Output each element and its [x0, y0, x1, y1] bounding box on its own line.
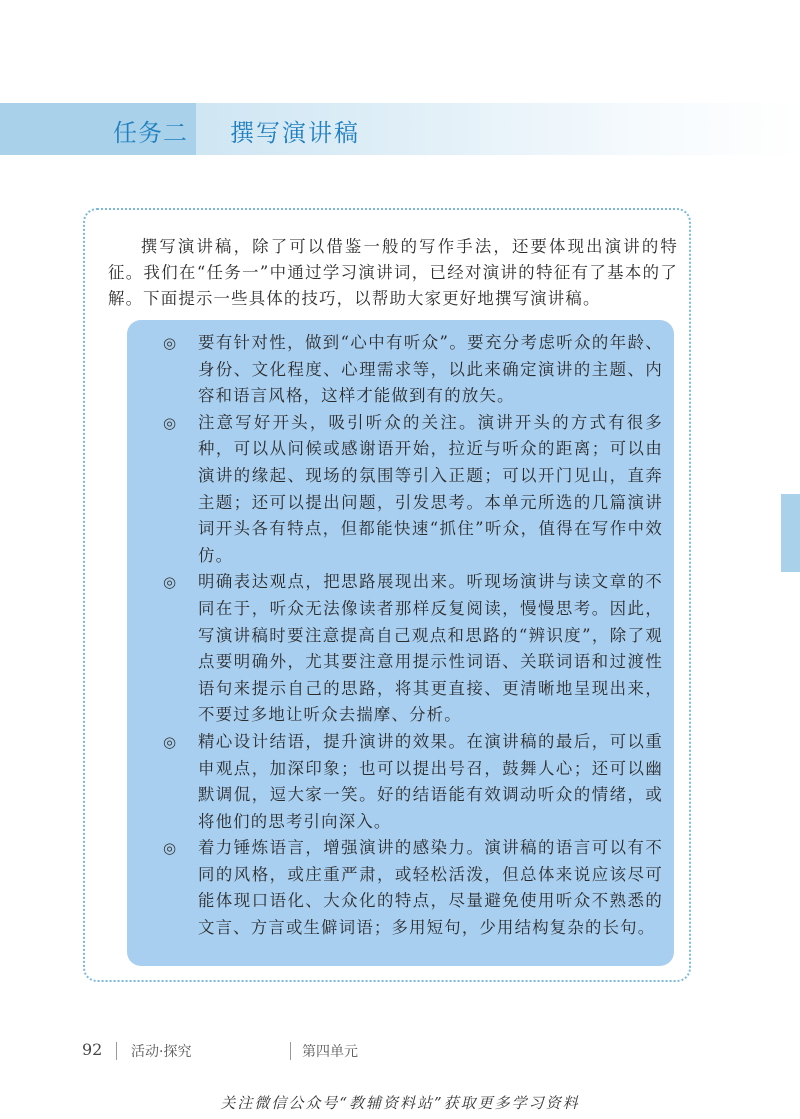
- double-circle-icon: ◎: [163, 334, 178, 352]
- bottom-note: 关注微信公众号“教辅资料站”获取更多学习资料: [220, 1094, 580, 1112]
- tip-text: 精心设计结语，提升演讲的效果。在演讲稿的最后，可以重申观点，加深印象；也可以提出号召，鼓舞人心；还可以幽默调侃，逗大家一笑。好的结语能有效调动听众的情绪，或将他们的思考引向深入。: [198, 731, 663, 831]
- side-tab: [781, 494, 800, 572]
- tip-text: 明确表达观点，把思路展现出来。听现场演讲与读文章的不同在于，听众无法像读者那样反复阅读，慢慢思考。因此，写演讲稿时要注意提高自己观点和思路的“辨识度”，除了观点要明确外，尤其要注意用提示性词语、关联词语和过渡性语句来提示自己的思路，将其更直接、更清晰地呈现出来，不要过多地让听众去揣摩、分析。: [198, 572, 663, 725]
- tip-item: [163, 410, 663, 570]
- tip-text: 注意写好开头，吸引听众的关注。演讲开头的方式有很多种，可以从问候或感谢语开始，拉近与听众的距离；可以由演讲的缘起、现场的氛围等引入正题；可以开门见山，直奔主题；还可以提出问题，引发思考。本单元所选的几篇演讲词开头各有特点，但都能快速“抓住”听众，值得在写作中效仿。: [198, 412, 663, 565]
- footer-divider: [290, 1042, 291, 1060]
- footer-divider: [116, 1042, 117, 1060]
- footer-unit: 第四单元: [302, 1044, 358, 1060]
- double-circle-icon: ◎: [163, 839, 178, 858]
- double-circle-icon: ◎: [163, 573, 178, 592]
- task-title: 撰写演讲稿: [230, 119, 360, 147]
- tip-item: [163, 729, 663, 835]
- page-footer: [0, 1040, 800, 1070]
- tip-text: 着力锤炼语言，增强演讲的感染力。演讲稿的语言可以有不同的风格，或庄重严肃，或轻松活泼，但总体来说应该尽可能体现口语化、大众化的特点，尽量避免使用听众不熟悉的文言、方言或生僻词语；多用短句，少用结构复杂的长句。: [198, 838, 663, 938]
- tip-text: 要有针对性，做到“心中有听众”。要充分考虑听众的年龄、身份、文化程度、心理需求等，以此来确定演讲的主题、内容和语言风格，这样才能做到有的放矢。: [198, 333, 663, 406]
- tip-item: [163, 835, 663, 941]
- intro-paragraph: 撰写演讲稿，除了可以借鉴一般的写作手法，还要体现出演讲的特征。我们在“任务一”中通过学习演讲词，已经对演讲的特征有了基本的了解。下面提示一些具体的技巧，以帮助大家更好地撰写演讲稿。: [108, 237, 678, 308]
- tips-list: [163, 330, 663, 942]
- tip-item: [163, 330, 663, 410]
- tip-item: [163, 569, 663, 729]
- page-number: 92: [82, 1040, 103, 1059]
- double-circle-icon: ◎: [163, 413, 178, 432]
- double-circle-icon: ◎: [163, 732, 178, 751]
- task-label: 任务二: [113, 119, 188, 147]
- footer-section: 活动·探究: [131, 1044, 192, 1060]
